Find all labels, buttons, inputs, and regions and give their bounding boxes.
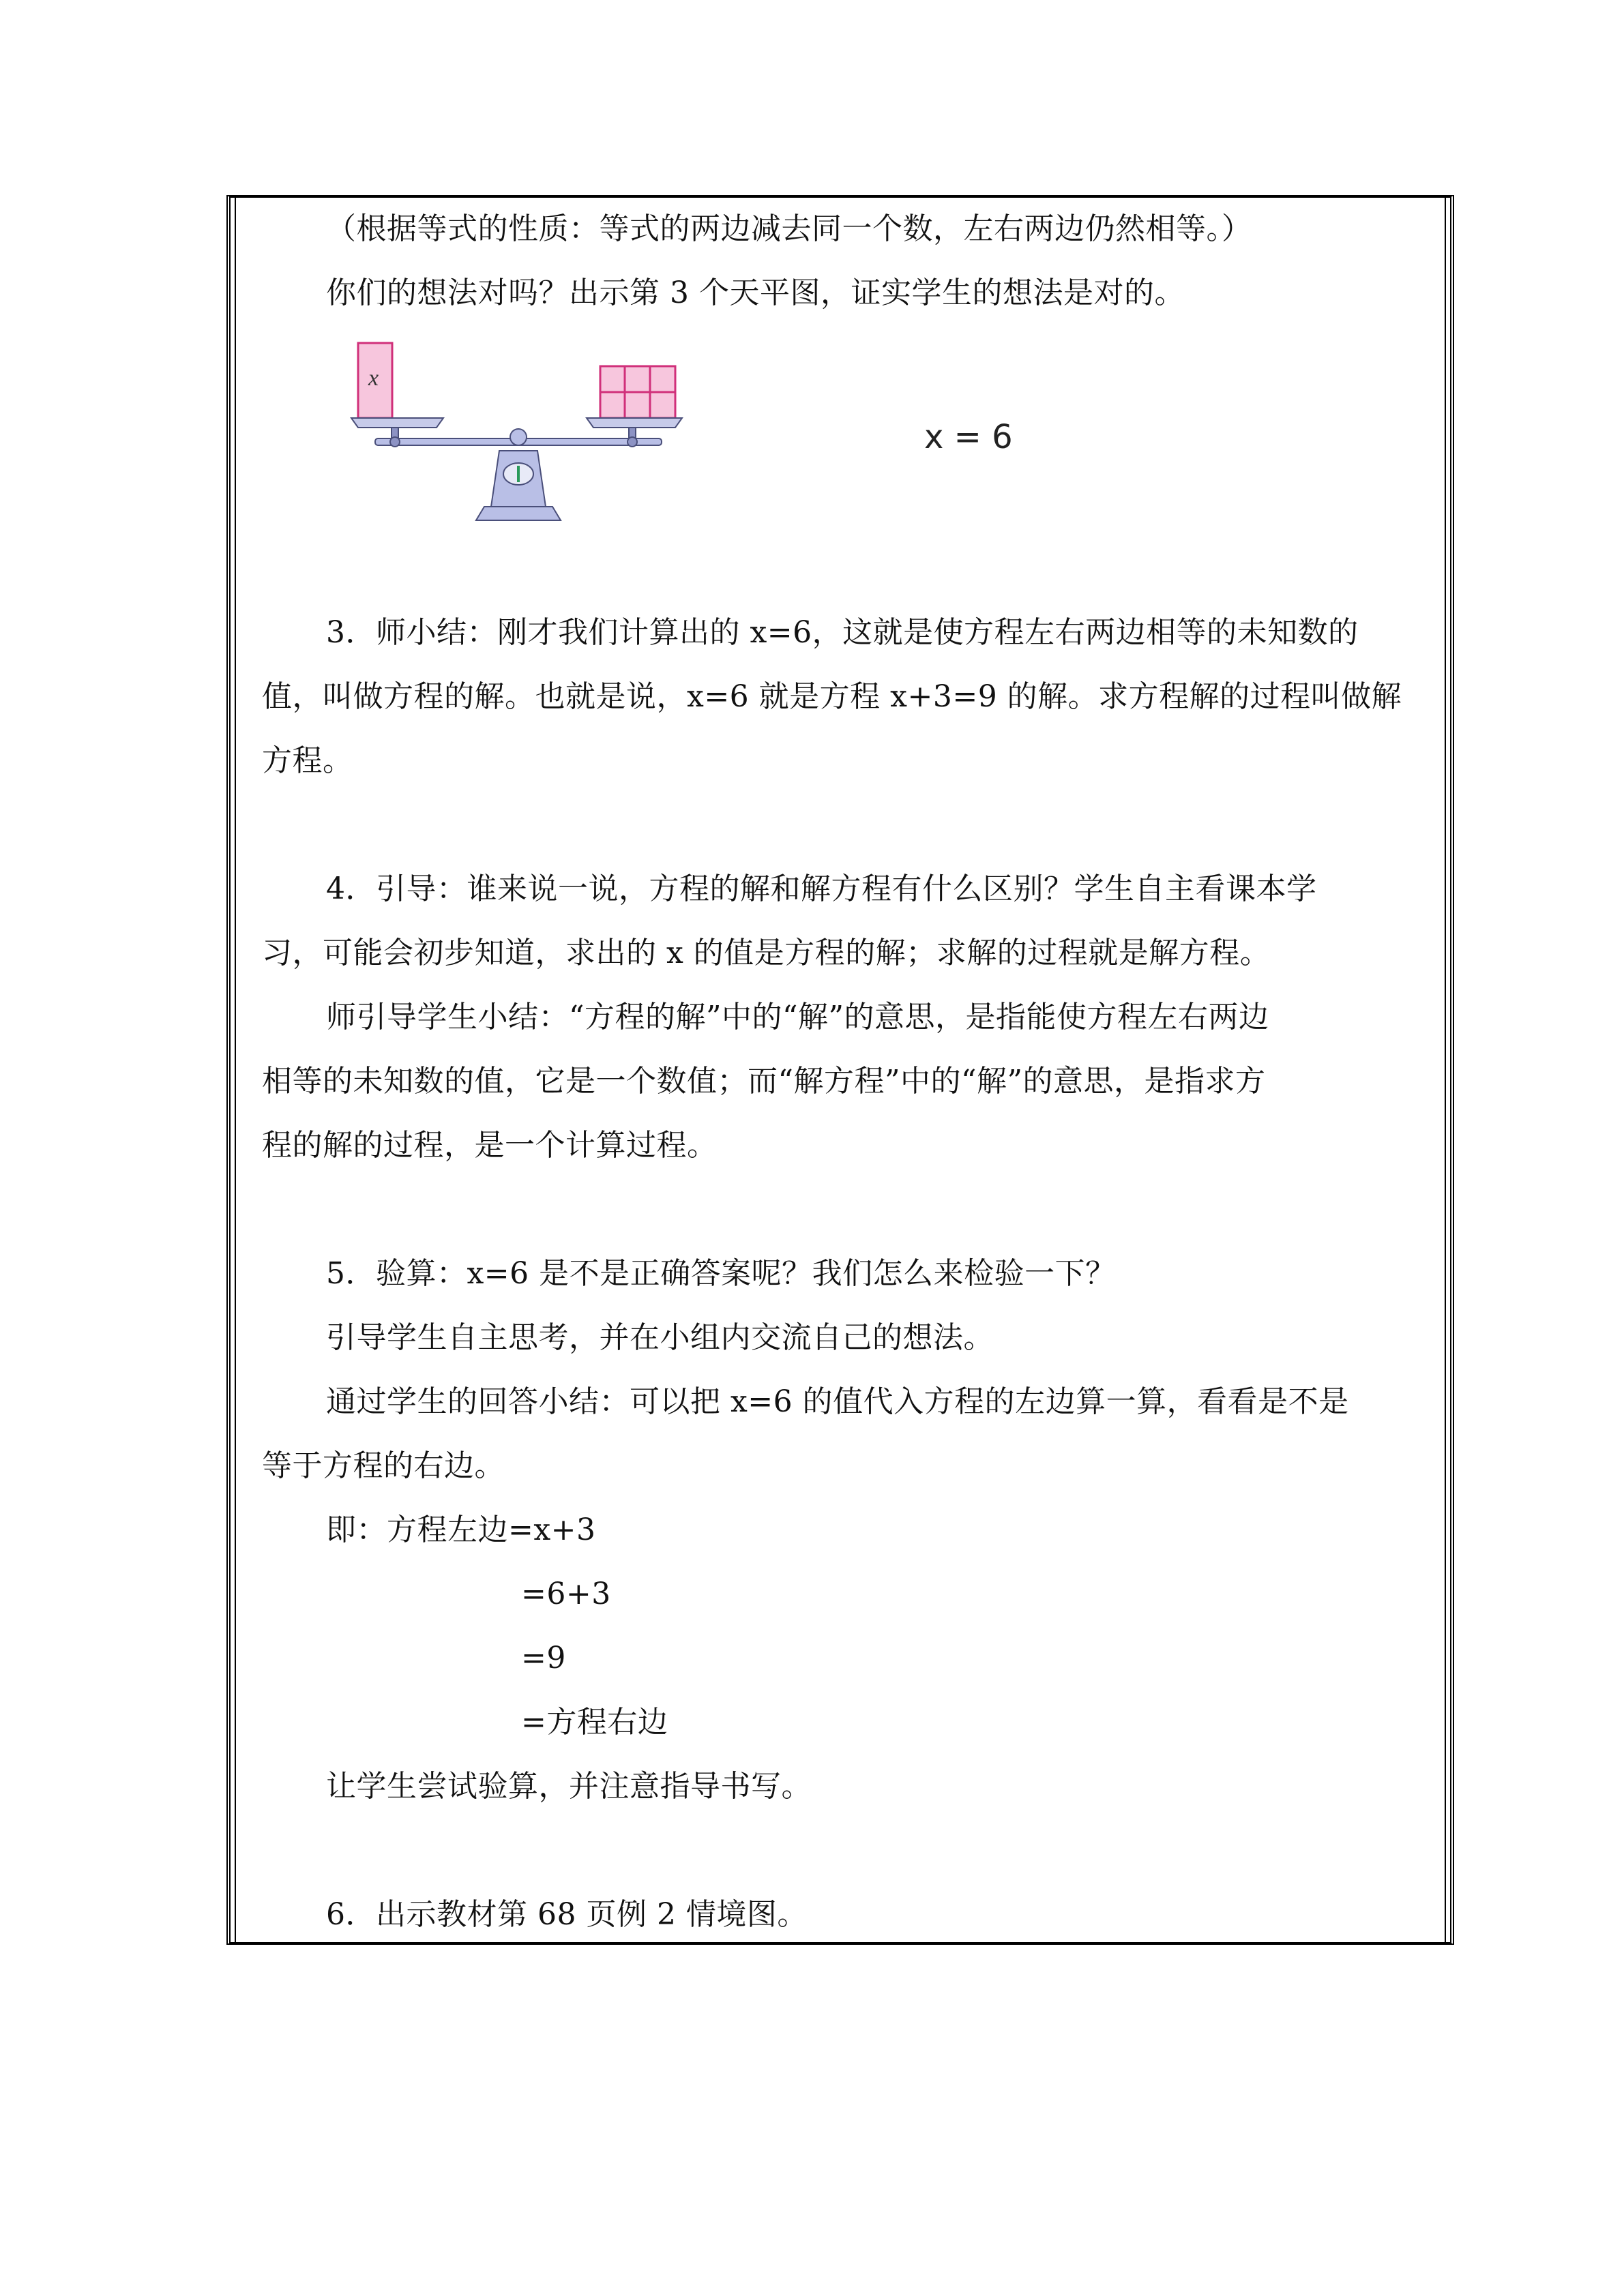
text-line-4: 值，叫做方程的解。也就是说，x=6 就是方程 x+3=9 的解。求方程解的过程叫做解 bbox=[262, 679, 1402, 714]
text-line-2: 你们的想法对吗？出示第 3 个天平图，证实学生的想法是对的。 bbox=[326, 275, 1185, 310]
text-line-19: 让学生尝试验算，并注意指导书写。 bbox=[326, 1769, 812, 1804]
six-unit-blocks bbox=[600, 366, 675, 418]
text-line-1: （根据等式的性质：等式的两边减去同一个数，左右两边仍然相等。） bbox=[326, 211, 1252, 246]
balance-base bbox=[476, 507, 561, 520]
text-line-8: 师引导学生小结：“方程的解”中的“解”的意思，是指能使方程左右两边 bbox=[326, 1000, 1269, 1034]
text-line-7: 习，可能会初步知道，求出的 x 的值是方程的解；求解的过程就是解方程。 bbox=[262, 936, 1271, 970]
text-line-13: 通过学生的回答小结：可以把 x=6 的值代入方程的左边算一算，看看是不是 bbox=[326, 1384, 1349, 1419]
text-line-18: =方程右边 bbox=[521, 1705, 668, 1740]
text-line-3: 3．师小结：刚才我们计算出的 x=6，这就是使方程左右两边相等的未知数的 bbox=[326, 615, 1359, 650]
equation-result: x = 6 bbox=[924, 418, 1013, 456]
balance-figure bbox=[348, 338, 1078, 542]
text-line-5: 方程。 bbox=[262, 743, 353, 778]
text-line-12: 引导学生自主思考，并在小组内交流自己的想法。 bbox=[326, 1320, 994, 1355]
text-line-11: 5．验算：x=6 是不是正确答案呢？我们怎么来检验一下？ bbox=[326, 1256, 1116, 1291]
right-pan bbox=[587, 418, 682, 428]
text-line-6: 4．引导：谁来说一说，方程的解和解方程有什么区别？学生自主看课本学 bbox=[326, 871, 1317, 906]
text-line-15: 即：方程左边=x+3 bbox=[326, 1512, 596, 1547]
text-line-9: 相等的未知数的值，它是一个数值；而“解方程”中的“解”的意思，是指求方 bbox=[262, 1064, 1266, 1099]
unknown-x-label: x bbox=[368, 366, 379, 391]
text-line-20: 6．出示教材第 68 页例 2 情境图。 bbox=[326, 1897, 808, 1932]
text-line-14: 等于方程的右边。 bbox=[262, 1448, 505, 1483]
text-line-17: =9 bbox=[521, 1641, 566, 1675]
text-line-16: =6+3 bbox=[521, 1577, 611, 1611]
text-line-10: 程的解的过程，是一个计算过程。 bbox=[262, 1128, 718, 1163]
left-pan bbox=[351, 418, 443, 428]
